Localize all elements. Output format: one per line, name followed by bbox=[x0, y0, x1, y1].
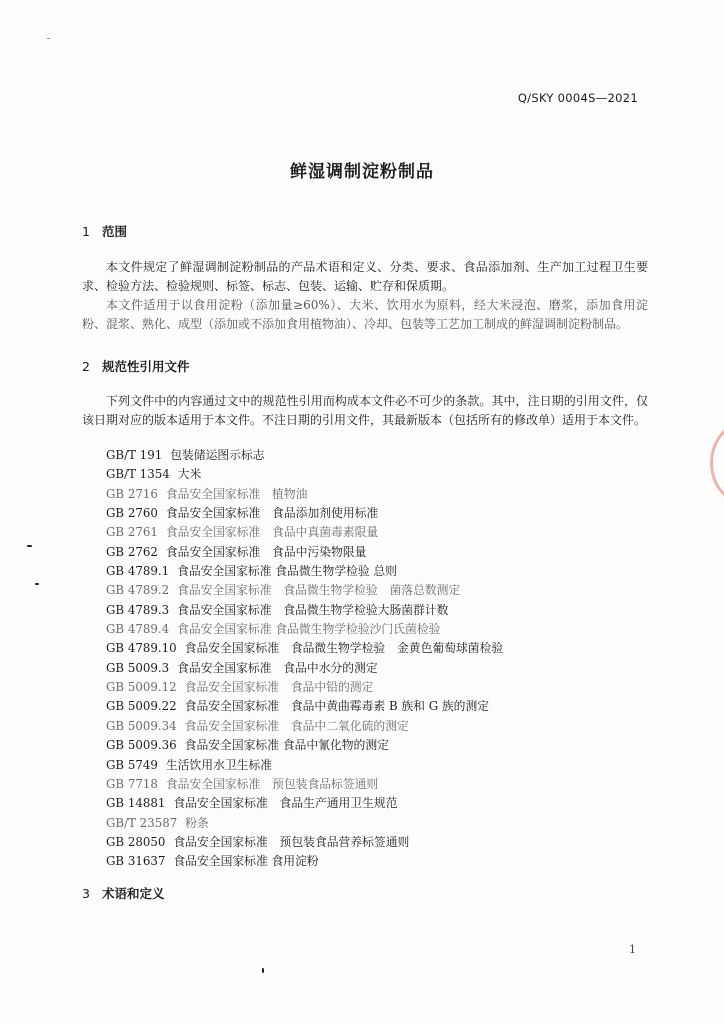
reference-item: GB 2760 食品安全国家标准 食品添加剂使用标准 bbox=[106, 506, 379, 521]
scan-speck-icon bbox=[262, 968, 264, 973]
reference-item: GB 28050 食品安全国家标准 预包装食品营养标签通则 bbox=[106, 834, 410, 849]
reference-item: GB 4789.3 食品安全国家标准 食品微生物学检验大肠菌群计数 bbox=[106, 602, 449, 617]
red-stamp-edge-icon bbox=[708, 420, 724, 500]
reference-item: GB 5009.22 食品安全国家标准 食品中黄曲霉毒素 B 族和 G 族的测定 bbox=[106, 699, 490, 714]
section-number: 3 bbox=[82, 886, 90, 901]
reference-item: GB 4789.1 食品安全国家标准 食品微生物学检验 总则 bbox=[106, 564, 397, 579]
reference-item: GB 31637 食品安全国家标准 食用淀粉 bbox=[106, 854, 319, 869]
section-heading-scope bbox=[82, 222, 127, 240]
reference-item: GB 4789.4 食品安全国家标准 食品微生物学检验沙门氏菌检验 bbox=[106, 622, 441, 637]
reference-item: GB/T 191 包装储运图示标志 bbox=[106, 448, 265, 462]
reference-item: GB 2762 食品安全国家标准 食品中污染物限量 bbox=[106, 544, 367, 559]
references-intro-paragraph: 下列文件中的内容通过文中的规范性引用而构成本文件必不可少的条款。其中，注日期的引用文件，仅该日期对应的版本适用于本文件。不注日期的引用文件，其最新版本（包括所有的修改单）适用于本文件。 bbox=[82, 394, 648, 427]
reference-item: GB/T 23587 粉条 bbox=[106, 815, 209, 830]
reference-list bbox=[106, 446, 666, 872]
reference-item: GB/T 1354 大米 bbox=[106, 467, 202, 482]
section-title: 术语和定义 bbox=[102, 886, 165, 901]
page-number: 1 bbox=[629, 943, 636, 956]
scope-paragraph-1: 本文件规定了鲜湿调制淀粉制品的产品术语和定义、分类、要求、食品添加剂、生产加工过程卫生要求、检验方法、检验规则、标签、标志、包装、运输、贮存和保质期。 bbox=[82, 260, 648, 293]
section-heading-terms-definitions bbox=[82, 884, 165, 902]
scan-speck-icon bbox=[35, 583, 39, 585]
reference-item: GB 5009.12 食品安全国家标准 食品中铅的测定 bbox=[106, 680, 374, 695]
reference-item: GB 5009.3 食品安全国家标准 食品中水分的测定 bbox=[106, 660, 378, 675]
scan-speck-icon bbox=[27, 545, 32, 547]
document-code: Q/SKY 0004S—2021 bbox=[517, 91, 638, 105]
reference-item: GB 4789.10 食品安全国家标准 食品微生物学检验 金黄色葡萄球菌检验 bbox=[106, 641, 504, 656]
reference-item: GB 2716 食品安全国家标准 植物油 bbox=[106, 486, 308, 501]
section-number: 1 bbox=[82, 224, 90, 239]
reference-item: GB 5009.34 食品安全国家标准 食品中二氧化硫的测定 bbox=[106, 718, 409, 733]
reference-item: GB 5749 生活饮用水卫生标准 bbox=[106, 757, 273, 772]
reference-item: GB 14881 食品安全国家标准 食品生产通用卫生规范 bbox=[106, 796, 398, 811]
section-title: 规范性引用文件 bbox=[102, 359, 190, 374]
reference-item: GB 4789.2 食品安全国家标准 食品微生物学检验 菌落总数测定 bbox=[106, 583, 461, 598]
reference-item: GB 5009.36 食品安全国家标准 食品中氰化物的测定 bbox=[106, 738, 389, 753]
page-title: 鲜湿调制淀粉制品 bbox=[290, 162, 434, 182]
section-heading-normative-references bbox=[82, 357, 190, 375]
section-title: 范围 bbox=[102, 224, 128, 239]
scan-speck-icon bbox=[47, 38, 50, 39]
reference-item: GB 7718 食品安全国家标准 预包装食品标签通则 bbox=[106, 776, 379, 791]
section-number: 2 bbox=[82, 359, 90, 374]
scope-paragraph-2: 本文件适用于以食用淀粉（添加量≥60%）、大米、饮用水为原料，经大米浸泡、磨浆，添加食用淀粉、混浆、熟化、成型（添加或不添加食用植物油）、冷却、包装等工艺加工制成的鲜湿调制淀粉制品。 bbox=[82, 298, 648, 331]
reference-item: GB 2761 食品安全国家标准 食品中真菌毒素限量 bbox=[106, 525, 379, 540]
